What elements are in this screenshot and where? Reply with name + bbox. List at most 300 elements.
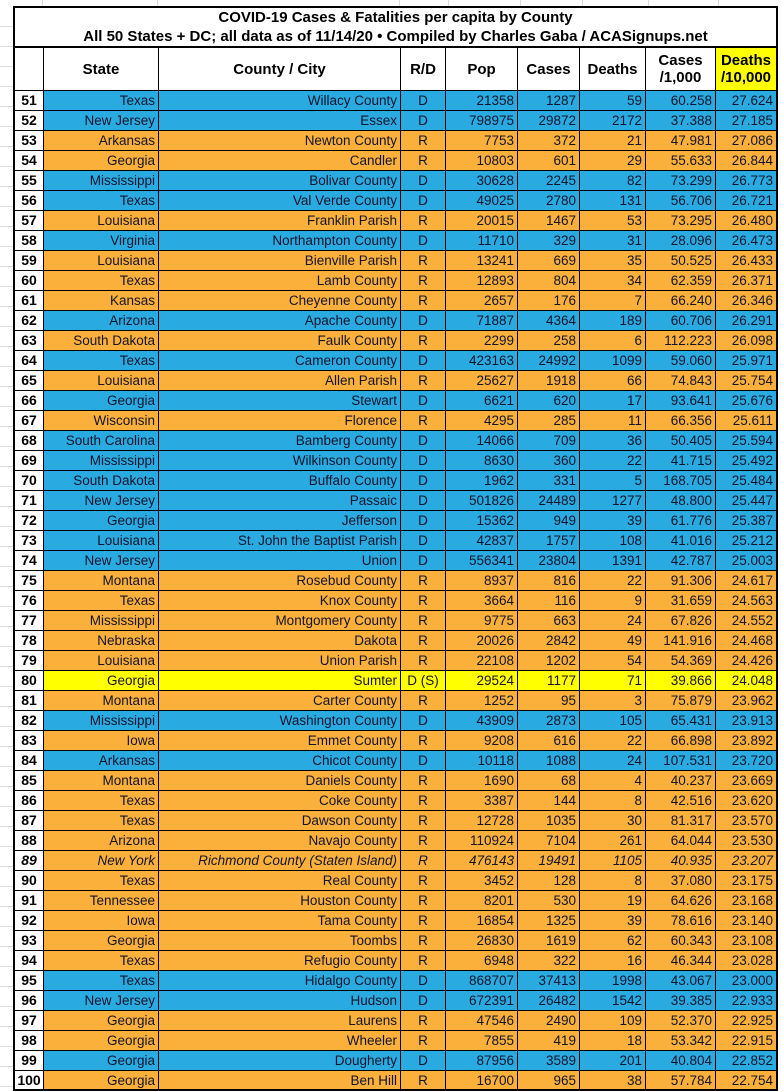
cell-deaths[interactable]: 21 — [580, 131, 646, 151]
cell-county[interactable]: Ben Hill — [159, 1071, 401, 1091]
cell-deaths-per-10000[interactable]: 26.433 — [716, 251, 776, 271]
cell-state[interactable]: New Jersey — [44, 111, 159, 131]
cell-rd[interactable]: D — [401, 171, 446, 191]
cell-rd[interactable]: R — [401, 731, 446, 751]
cell-deaths-per-10000[interactable]: 26.098 — [716, 331, 776, 351]
cell-rank[interactable]: 96 — [15, 991, 44, 1011]
cell-rank[interactable]: 73 — [15, 531, 44, 551]
cell-cases-per-1000[interactable]: 40.804 — [646, 1051, 716, 1071]
cell-rd[interactable]: R — [401, 211, 446, 231]
cell-state[interactable]: Nebraska — [44, 631, 159, 651]
cell-cases-per-1000[interactable]: 43.067 — [646, 971, 716, 991]
cell-state[interactable]: Georgia — [44, 671, 159, 691]
cell-rank[interactable]: 64 — [15, 351, 44, 371]
cell-deaths[interactable]: 131 — [580, 191, 646, 211]
cell-rd[interactable]: D — [401, 111, 446, 131]
cell-rd[interactable]: D — [401, 971, 446, 991]
cell-deaths-per-10000[interactable]: 25.447 — [716, 491, 776, 511]
cell-rank[interactable]: 93 — [15, 931, 44, 951]
cell-rank[interactable]: 53 — [15, 131, 44, 151]
cell-state[interactable]: Arizona — [44, 831, 159, 851]
cell-pop[interactable]: 3387 — [446, 791, 518, 811]
cell-deaths-per-10000[interactable]: 26.346 — [716, 291, 776, 311]
cell-county[interactable]: Dawson County — [159, 811, 401, 831]
cell-rank[interactable]: 70 — [15, 471, 44, 491]
cell-rank[interactable]: 68 — [15, 431, 44, 451]
cell-county[interactable]: Faulk County — [159, 331, 401, 351]
cell-deaths[interactable]: 1099 — [580, 351, 646, 371]
header-cell-rank[interactable] — [15, 48, 44, 91]
cell-pop[interactable]: 423163 — [446, 351, 518, 371]
cell-cases-per-1000[interactable]: 107.531 — [646, 751, 716, 771]
cell-cases[interactable]: 1287 — [518, 91, 580, 111]
cell-deaths-per-10000[interactable]: 26.773 — [716, 171, 776, 191]
cell-rank[interactable]: 57 — [15, 211, 44, 231]
cell-pop[interactable]: 2299 — [446, 331, 518, 351]
cell-pop[interactable]: 11710 — [446, 231, 518, 251]
cell-rd[interactable]: D — [401, 531, 446, 551]
header-cell-pop[interactable]: Pop — [446, 48, 518, 91]
cell-state[interactable]: Georgia — [44, 1051, 159, 1071]
cell-county[interactable]: Sumter — [159, 671, 401, 691]
cell-state[interactable]: Kansas — [44, 291, 159, 311]
cell-deaths-per-10000[interactable]: 26.844 — [716, 151, 776, 171]
cell-cases[interactable]: 1467 — [518, 211, 580, 231]
cell-pop[interactable]: 501826 — [446, 491, 518, 511]
cell-county[interactable]: Jefferson — [159, 511, 401, 531]
cell-rd[interactable]: D — [401, 751, 446, 771]
cell-county[interactable]: Apache County — [159, 311, 401, 331]
cell-rank[interactable]: 80 — [15, 671, 44, 691]
cell-deaths-per-10000[interactable]: 24.426 — [716, 651, 776, 671]
cell-county[interactable]: Chicot County — [159, 751, 401, 771]
cell-cases-per-1000[interactable]: 60.706 — [646, 311, 716, 331]
header-cell-deaths[interactable]: Deaths — [580, 48, 646, 91]
cell-deaths[interactable]: 201 — [580, 1051, 646, 1071]
cell-deaths[interactable]: 11 — [580, 411, 646, 431]
cell-state[interactable]: Texas — [44, 271, 159, 291]
cell-cases[interactable]: 1202 — [518, 651, 580, 671]
cell-state[interactable]: South Dakota — [44, 331, 159, 351]
cell-cases-per-1000[interactable]: 64.626 — [646, 891, 716, 911]
cell-rd[interactable]: R — [401, 651, 446, 671]
cell-state[interactable]: New Jersey — [44, 991, 159, 1011]
cell-state[interactable]: Montana — [44, 771, 159, 791]
cell-deaths[interactable]: 36 — [580, 431, 646, 451]
cell-county[interactable]: Val Verde County — [159, 191, 401, 211]
cell-deaths[interactable]: 35 — [580, 251, 646, 271]
cell-state[interactable]: Texas — [44, 91, 159, 111]
cell-rank[interactable]: 99 — [15, 1051, 44, 1071]
cell-pop[interactable]: 476143 — [446, 851, 518, 871]
cell-rd[interactable]: D (S) — [401, 671, 446, 691]
cell-rank[interactable]: 69 — [15, 451, 44, 471]
cell-deaths[interactable]: 30 — [580, 811, 646, 831]
cell-cases-per-1000[interactable]: 55.633 — [646, 151, 716, 171]
cell-pop[interactable]: 7753 — [446, 131, 518, 151]
cell-cases-per-1000[interactable]: 41.016 — [646, 531, 716, 551]
cell-cases[interactable]: 620 — [518, 391, 580, 411]
cell-rd[interactable]: D — [401, 231, 446, 251]
cell-county[interactable]: Daniels County — [159, 771, 401, 791]
cell-deaths[interactable]: 49 — [580, 631, 646, 651]
cell-deaths[interactable]: 109 — [580, 1011, 646, 1031]
cell-cases-per-1000[interactable]: 42.516 — [646, 791, 716, 811]
cell-cases-per-1000[interactable]: 64.044 — [646, 831, 716, 851]
cell-county[interactable]: Cheyenne County — [159, 291, 401, 311]
cell-county[interactable]: Allen Parish — [159, 371, 401, 391]
cell-county[interactable]: Toombs — [159, 931, 401, 951]
cell-cases[interactable]: 24992 — [518, 351, 580, 371]
cell-cases-per-1000[interactable]: 62.359 — [646, 271, 716, 291]
cell-deaths-per-10000[interactable]: 24.617 — [716, 571, 776, 591]
cell-county[interactable]: Wilkinson County — [159, 451, 401, 471]
cell-rank[interactable]: 52 — [15, 111, 44, 131]
cell-pop[interactable]: 13241 — [446, 251, 518, 271]
cell-county[interactable]: Cameron County — [159, 351, 401, 371]
cell-pop[interactable]: 30628 — [446, 171, 518, 191]
cell-cases[interactable]: 4364 — [518, 311, 580, 331]
cell-state[interactable]: Texas — [44, 791, 159, 811]
cell-state[interactable]: Texas — [44, 191, 159, 211]
cell-rank[interactable]: 66 — [15, 391, 44, 411]
cell-deaths-per-10000[interactable]: 26.371 — [716, 271, 776, 291]
cell-rd[interactable]: R — [401, 771, 446, 791]
cell-deaths[interactable]: 34 — [580, 271, 646, 291]
cell-rank[interactable]: 83 — [15, 731, 44, 751]
cell-rank[interactable]: 54 — [15, 151, 44, 171]
cell-rd[interactable]: R — [401, 371, 446, 391]
cell-cases-per-1000[interactable]: 73.295 — [646, 211, 716, 231]
cell-rd[interactable]: D — [401, 491, 446, 511]
cell-deaths-per-10000[interactable]: 23.720 — [716, 751, 776, 771]
cell-deaths[interactable]: 8 — [580, 871, 646, 891]
cell-rd[interactable]: R — [401, 871, 446, 891]
cell-deaths-per-10000[interactable]: 25.676 — [716, 391, 776, 411]
cell-cases[interactable]: 7104 — [518, 831, 580, 851]
cell-rank[interactable]: 60 — [15, 271, 44, 291]
cell-state[interactable]: Texas — [44, 811, 159, 831]
cell-cases[interactable]: 2842 — [518, 631, 580, 651]
cell-cases[interactable]: 2780 — [518, 191, 580, 211]
cell-deaths[interactable]: 71 — [580, 671, 646, 691]
cell-deaths-per-10000[interactable]: 23.620 — [716, 791, 776, 811]
cell-state[interactable]: Mississippi — [44, 611, 159, 631]
cell-cases[interactable]: 23804 — [518, 551, 580, 571]
cell-pop[interactable]: 21358 — [446, 91, 518, 111]
cell-cases[interactable]: 2245 — [518, 171, 580, 191]
cell-county[interactable]: Montgomery County — [159, 611, 401, 631]
cell-rd[interactable]: R — [401, 951, 446, 971]
cell-cases[interactable]: 2873 — [518, 711, 580, 731]
cell-cases[interactable]: 128 — [518, 871, 580, 891]
cell-deaths[interactable]: 17 — [580, 391, 646, 411]
cell-cases[interactable]: 372 — [518, 131, 580, 151]
cell-cases[interactable]: 616 — [518, 731, 580, 751]
cell-deaths[interactable]: 4 — [580, 771, 646, 791]
cell-cases[interactable]: 2490 — [518, 1011, 580, 1031]
cell-county[interactable]: Emmet County — [159, 731, 401, 751]
cell-county[interactable]: Knox County — [159, 591, 401, 611]
cell-deaths[interactable]: 18 — [580, 1031, 646, 1051]
cell-pop[interactable]: 87956 — [446, 1051, 518, 1071]
cell-rank[interactable]: 92 — [15, 911, 44, 931]
cell-deaths-per-10000[interactable]: 27.185 — [716, 111, 776, 131]
cell-deaths[interactable]: 105 — [580, 711, 646, 731]
cell-deaths[interactable]: 1105 — [580, 851, 646, 871]
cell-state[interactable]: Georgia — [44, 1031, 159, 1051]
cell-cases-per-1000[interactable]: 65.431 — [646, 711, 716, 731]
cell-rd[interactable]: R — [401, 891, 446, 911]
cell-deaths-per-10000[interactable]: 25.387 — [716, 511, 776, 531]
cell-rank[interactable]: 100 — [15, 1071, 44, 1091]
cell-deaths-per-10000[interactable]: 27.624 — [716, 91, 776, 111]
cell-cases[interactable]: 329 — [518, 231, 580, 251]
cell-deaths-per-10000[interactable]: 25.212 — [716, 531, 776, 551]
cell-deaths-per-10000[interactable]: 23.530 — [716, 831, 776, 851]
cell-rd[interactable]: R — [401, 291, 446, 311]
cell-rd[interactable]: R — [401, 911, 446, 931]
cell-rank[interactable]: 79 — [15, 651, 44, 671]
cell-rank[interactable]: 82 — [15, 711, 44, 731]
cell-state[interactable]: Tennessee — [44, 891, 159, 911]
cell-deaths-per-10000[interactable]: 23.175 — [716, 871, 776, 891]
cell-county[interactable]: Bolivar County — [159, 171, 401, 191]
cell-rd[interactable]: R — [401, 1071, 446, 1091]
cell-cases-per-1000[interactable]: 41.715 — [646, 451, 716, 471]
cell-county[interactable]: Passaic — [159, 491, 401, 511]
cell-deaths[interactable]: 24 — [580, 611, 646, 631]
cell-deaths-per-10000[interactable]: 23.913 — [716, 711, 776, 731]
cell-cases-per-1000[interactable]: 75.879 — [646, 691, 716, 711]
cell-state[interactable]: Iowa — [44, 731, 159, 751]
cell-cases-per-1000[interactable]: 40.935 — [646, 851, 716, 871]
cell-pop[interactable]: 20026 — [446, 631, 518, 651]
cell-county[interactable]: Hudson — [159, 991, 401, 1011]
cell-pop[interactable]: 42837 — [446, 531, 518, 551]
cell-rank[interactable]: 97 — [15, 1011, 44, 1031]
cell-rank[interactable]: 62 — [15, 311, 44, 331]
cell-cases[interactable]: 816 — [518, 571, 580, 591]
cell-cases[interactable]: 669 — [518, 251, 580, 271]
cell-cases-per-1000[interactable]: 66.898 — [646, 731, 716, 751]
cell-deaths[interactable]: 59 — [580, 91, 646, 111]
cell-county[interactable]: Wheeler — [159, 1031, 401, 1051]
cell-pop[interactable]: 3664 — [446, 591, 518, 611]
cell-deaths[interactable]: 16 — [580, 951, 646, 971]
cell-cases[interactable]: 144 — [518, 791, 580, 811]
cell-deaths[interactable]: 24 — [580, 751, 646, 771]
cell-county[interactable]: Washington County — [159, 711, 401, 731]
cell-state[interactable]: South Carolina — [44, 431, 159, 451]
cell-deaths-per-10000[interactable]: 25.003 — [716, 551, 776, 571]
cell-pop[interactable]: 25627 — [446, 371, 518, 391]
cell-county[interactable]: Essex — [159, 111, 401, 131]
cell-deaths[interactable]: 22 — [580, 571, 646, 591]
cell-deaths-per-10000[interactable]: 26.473 — [716, 231, 776, 251]
cell-state[interactable]: Louisiana — [44, 531, 159, 551]
cell-deaths-per-10000[interactable]: 22.933 — [716, 991, 776, 1011]
cell-county[interactable]: Navajo County — [159, 831, 401, 851]
cell-rd[interactable]: R — [401, 251, 446, 271]
cell-deaths-per-10000[interactable]: 25.754 — [716, 371, 776, 391]
cell-state[interactable]: New Jersey — [44, 491, 159, 511]
cell-state[interactable]: Georgia — [44, 391, 159, 411]
cell-cases-per-1000[interactable]: 61.776 — [646, 511, 716, 531]
cell-deaths-per-10000[interactable]: 23.570 — [716, 811, 776, 831]
cell-county[interactable]: Bienville Parish — [159, 251, 401, 271]
cell-cases-per-1000[interactable]: 52.370 — [646, 1011, 716, 1031]
cell-county[interactable]: Coke County — [159, 791, 401, 811]
cell-state[interactable]: Montana — [44, 691, 159, 711]
cell-cases-per-1000[interactable]: 56.706 — [646, 191, 716, 211]
cell-rank[interactable]: 74 — [15, 551, 44, 571]
cell-rd[interactable]: D — [401, 351, 446, 371]
cell-county[interactable]: Bamberg County — [159, 431, 401, 451]
cell-pop[interactable]: 10803 — [446, 151, 518, 171]
cell-state[interactable]: Montana — [44, 571, 159, 591]
cell-pop[interactable]: 10118 — [446, 751, 518, 771]
cell-rd[interactable]: R — [401, 631, 446, 651]
cell-county[interactable]: Rosebud County — [159, 571, 401, 591]
cell-state[interactable]: Georgia — [44, 511, 159, 531]
cell-deaths-per-10000[interactable]: 23.892 — [716, 731, 776, 751]
cell-cases[interactable]: 331 — [518, 471, 580, 491]
cell-deaths[interactable]: 39 — [580, 911, 646, 931]
cell-deaths[interactable]: 31 — [580, 231, 646, 251]
cell-state[interactable]: Louisiana — [44, 211, 159, 231]
cell-pop[interactable]: 8201 — [446, 891, 518, 911]
cell-county[interactable]: Northampton County — [159, 231, 401, 251]
cell-deaths[interactable]: 29 — [580, 151, 646, 171]
cell-rank[interactable]: 71 — [15, 491, 44, 511]
cell-rank[interactable]: 72 — [15, 511, 44, 531]
cell-county[interactable]: Candler — [159, 151, 401, 171]
cell-county[interactable]: Laurens — [159, 1011, 401, 1031]
cell-deaths-per-10000[interactable]: 25.971 — [716, 351, 776, 371]
cell-pop[interactable]: 7855 — [446, 1031, 518, 1051]
cell-rank[interactable]: 94 — [15, 951, 44, 971]
cell-deaths-per-10000[interactable]: 22.915 — [716, 1031, 776, 1051]
header-cell-cases[interactable]: Cases — [518, 48, 580, 91]
cell-cases[interactable]: 19491 — [518, 851, 580, 871]
cell-rank[interactable]: 51 — [15, 91, 44, 111]
cell-deaths-per-10000[interactable]: 26.291 — [716, 311, 776, 331]
cell-pop[interactable]: 798975 — [446, 111, 518, 131]
cell-pop[interactable]: 22108 — [446, 651, 518, 671]
cell-county[interactable]: Tama County — [159, 911, 401, 931]
cell-county[interactable]: Stewart — [159, 391, 401, 411]
cell-rd[interactable]: R — [401, 791, 446, 811]
cell-cases-per-1000[interactable]: 37.080 — [646, 871, 716, 891]
cell-deaths-per-10000[interactable]: 22.925 — [716, 1011, 776, 1031]
cell-rd[interactable]: R — [401, 611, 446, 631]
cell-state[interactable]: South Dakota — [44, 471, 159, 491]
cell-pop[interactable]: 868707 — [446, 971, 518, 991]
cell-deaths-per-10000[interactable]: 26.721 — [716, 191, 776, 211]
cell-rank[interactable]: 77 — [15, 611, 44, 631]
cell-pop[interactable]: 12893 — [446, 271, 518, 291]
cell-rank[interactable]: 95 — [15, 971, 44, 991]
cell-state[interactable]: Georgia — [44, 1071, 159, 1091]
cell-cases[interactable]: 360 — [518, 451, 580, 471]
cell-cases-per-1000[interactable]: 81.317 — [646, 811, 716, 831]
cell-county[interactable]: Dakota — [159, 631, 401, 651]
cell-rd[interactable]: R — [401, 411, 446, 431]
cell-county[interactable]: Newton County — [159, 131, 401, 151]
cell-deaths[interactable]: 62 — [580, 931, 646, 951]
cell-cases[interactable]: 258 — [518, 331, 580, 351]
cell-pop[interactable]: 110924 — [446, 831, 518, 851]
cell-rd[interactable]: R — [401, 1031, 446, 1051]
cell-cases[interactable]: 1035 — [518, 811, 580, 831]
cell-rank[interactable]: 76 — [15, 591, 44, 611]
cell-pop[interactable]: 26830 — [446, 931, 518, 951]
cell-rank[interactable]: 67 — [15, 411, 44, 431]
cell-cases-per-1000[interactable]: 59.060 — [646, 351, 716, 371]
cell-deaths[interactable]: 189 — [580, 311, 646, 331]
cell-pop[interactable]: 16854 — [446, 911, 518, 931]
cell-deaths-per-10000[interactable]: 24.552 — [716, 611, 776, 631]
cell-state[interactable]: Georgia — [44, 1011, 159, 1031]
cell-cases-per-1000[interactable]: 66.240 — [646, 291, 716, 311]
cell-cases-per-1000[interactable]: 78.616 — [646, 911, 716, 931]
cell-cases-per-1000[interactable]: 50.525 — [646, 251, 716, 271]
cell-rd[interactable]: R — [401, 271, 446, 291]
cell-pop[interactable]: 47546 — [446, 1011, 518, 1031]
cell-rd[interactable]: R — [401, 331, 446, 351]
cell-cases-per-1000[interactable]: 93.641 — [646, 391, 716, 411]
cell-cases-per-1000[interactable]: 40.237 — [646, 771, 716, 791]
cell-rd[interactable]: R — [401, 931, 446, 951]
cell-rank[interactable]: 55 — [15, 171, 44, 191]
cell-deaths[interactable]: 3 — [580, 691, 646, 711]
cell-rd[interactable]: D — [401, 91, 446, 111]
cell-cases-per-1000[interactable]: 60.258 — [646, 91, 716, 111]
cell-cases-per-1000[interactable]: 168.705 — [646, 471, 716, 491]
cell-cases-per-1000[interactable]: 53.342 — [646, 1031, 716, 1051]
cell-deaths[interactable]: 7 — [580, 291, 646, 311]
cell-cases-per-1000[interactable]: 46.344 — [646, 951, 716, 971]
cell-cases-per-1000[interactable]: 54.369 — [646, 651, 716, 671]
cell-rank[interactable]: 88 — [15, 831, 44, 851]
cell-rd[interactable]: R — [401, 691, 446, 711]
cell-state[interactable]: Louisiana — [44, 251, 159, 271]
cell-pop[interactable]: 3452 — [446, 871, 518, 891]
cell-deaths[interactable]: 66 — [580, 371, 646, 391]
cell-rank[interactable]: 86 — [15, 791, 44, 811]
cell-deaths-per-10000[interactable]: 23.140 — [716, 911, 776, 931]
cell-rank[interactable]: 91 — [15, 891, 44, 911]
cell-cases[interactable]: 709 — [518, 431, 580, 451]
cell-rd[interactable]: D — [401, 451, 446, 471]
cell-cases[interactable]: 965 — [518, 1071, 580, 1091]
cell-pop[interactable]: 2657 — [446, 291, 518, 311]
cell-cases[interactable]: 419 — [518, 1031, 580, 1051]
cell-rd[interactable]: R — [401, 591, 446, 611]
cell-state[interactable]: Arizona — [44, 311, 159, 331]
cell-county[interactable]: Buffalo County — [159, 471, 401, 491]
cell-rank[interactable]: 63 — [15, 331, 44, 351]
cell-state[interactable]: New York — [44, 851, 159, 871]
cell-county[interactable]: Dougherty — [159, 1051, 401, 1071]
cell-cases-per-1000[interactable]: 74.843 — [646, 371, 716, 391]
cell-deaths-per-10000[interactable]: 23.669 — [716, 771, 776, 791]
cell-state[interactable]: Texas — [44, 951, 159, 971]
header-cell-cases-per-1000[interactable]: Cases /1,000 — [646, 48, 716, 91]
cell-pop[interactable]: 43909 — [446, 711, 518, 731]
cell-cases-per-1000[interactable]: 112.223 — [646, 331, 716, 351]
